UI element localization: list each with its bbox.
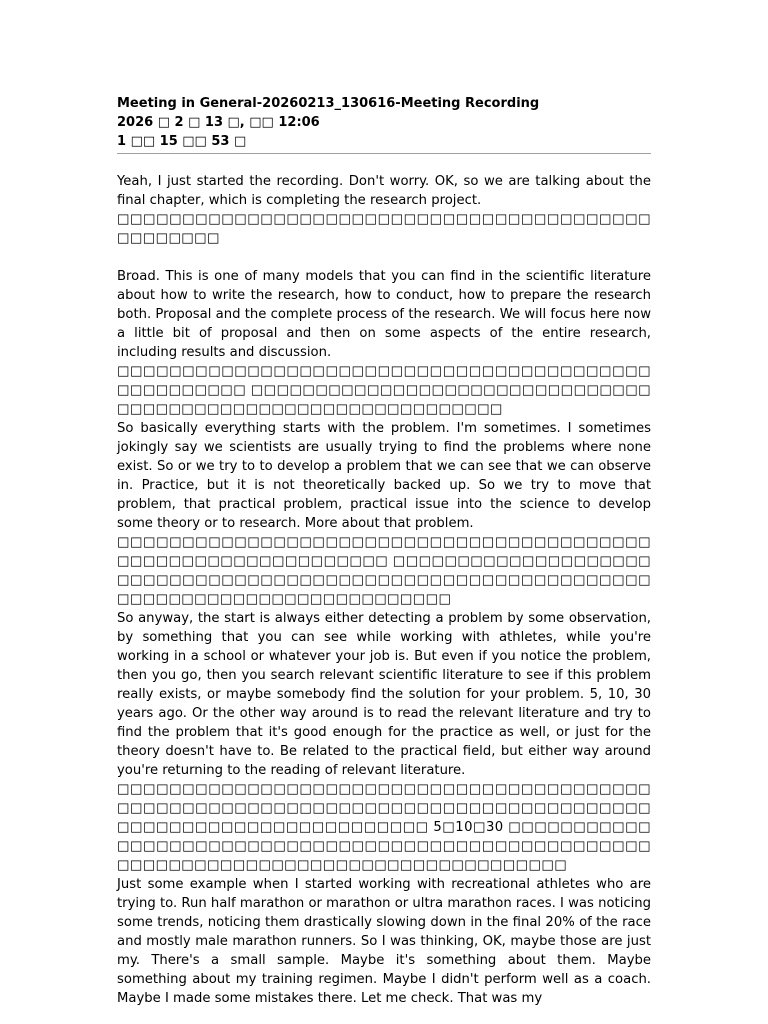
transcript-body (117, 172, 651, 1006)
paragraph-cjk-4: □□□□□□□□□□□□□□□□□□□□□□□□□□□□□□□□□□□□□□□□□□□□□□□□□□□□□□□□□□□□□□□□□□□□□□□□□□□□□□□□□□□□□□□□□□□□□□□□□□□□□□□□□□ 5□10□30 □□□□□□□□□□□□□□□□□□□□□□□□□□□□□□□□□□□□□□□□□□□□□□□□□□□□□□□□□□□□□□□□□□□□□□□□□□□□□□□□□□□□□□□ (117, 782, 651, 873)
paragraph-en-5: Just some example when I started working with recreational athletes who are trying to. Run half marathon or marathon or ultra marathon races. I was noticing some trends, noticing them drastically slowing down in the final 20% of the race and mostly male marathon runners. So I was thinking, OK, maybe those are just my. There's a small sample. Maybe it's something about them. Maybe something about my training regimen. Maybe I didn't perform well as a coach. Maybe I made some mistakes there. Let me check. That was my (117, 877, 651, 1006)
document-duration: 1 □□ 15 □□ 53 □ (117, 134, 247, 149)
paragraph-en-3: So basically everything starts with the problem. I'm sometimes. I sometimes jokingly say we scientists are usually trying to find the problems where none exist. So or we try to to develop a problem that we can see that we can observe in. Practice, but it is not theoretically backed up. So we try to move that problem, that practical problem, practical issue into the science to develop some theory or to research. More about that problem. (117, 421, 651, 531)
paragraph-spacer (117, 248, 651, 267)
document-date: 2026 □ 2 □ 13 □, □□ 12:06 (117, 115, 320, 130)
paragraph-en-1: Yeah, I just started the recording. Don't worry. OK, so we are talking about the final chapter, which is completing the research project. (117, 174, 651, 208)
paragraph-cjk-1: □□□□□□□□□□□□□□□□□□□□□□□□□□□□□□□□□□□□□□□□□□□□□□□□□ (117, 212, 651, 246)
paragraph-cjk-3: □□□□□□□□□□□□□□□□□□□□□□□□□□□□□□□□□□□□□□□□□□□□□□□□□□□□□□□□□□□□□□ □□□□□□□□□□□□□□□□□□□□□□□□□□□□□□□□□□□□□□□□□□□□□□□□□□□□□□□□□□□□□□□□□□□□□□□□□□□□□□□□□□□□□□□ (117, 535, 651, 607)
document-page (117, 94, 651, 1006)
paragraph-cjk-2: □□□□□□□□□□□□□□□□□□□□□□□□□□□□□□□□□□□□□□□□□□□□□□□□□□□ □□□□□□□□□□□□□□□□□□□□□□□□□□□□□□□□□□□□□□□□□□□□□□□□□□□□□□□□□□□□□ (117, 364, 651, 417)
document-title: Meeting in General-20260213_130616-Meeting Recording (117, 96, 540, 111)
paragraph-en-2: Broad. This is one of many models that you can find in the scientific literature about how to write the research, how to conduct, how to prepare the research both. Proposal and the complete process of the research. We will focus here now a little bit of proposal and then on some aspects of the entire research, including results and discussion. (117, 269, 651, 360)
header-divider (117, 153, 651, 154)
paragraph-en-4: So anyway, the start is always either detecting a problem by some observation, by something that you can see while working with athletes, while you're working in a school or whatever your job is. But even if you notice the problem, then you go, then you search relevant scientific literature to see if this problem really exists, or maybe somebody find the solution for your problem. 5, 10, 30 years ago. Or the other way around is to read the relevant literature and try to find the problem that it's good enough for the practice as well, or just for the theory doesn't have to. Be related to the practical field, but either way around you're returning to the reading of relevant literature. (117, 611, 651, 778)
